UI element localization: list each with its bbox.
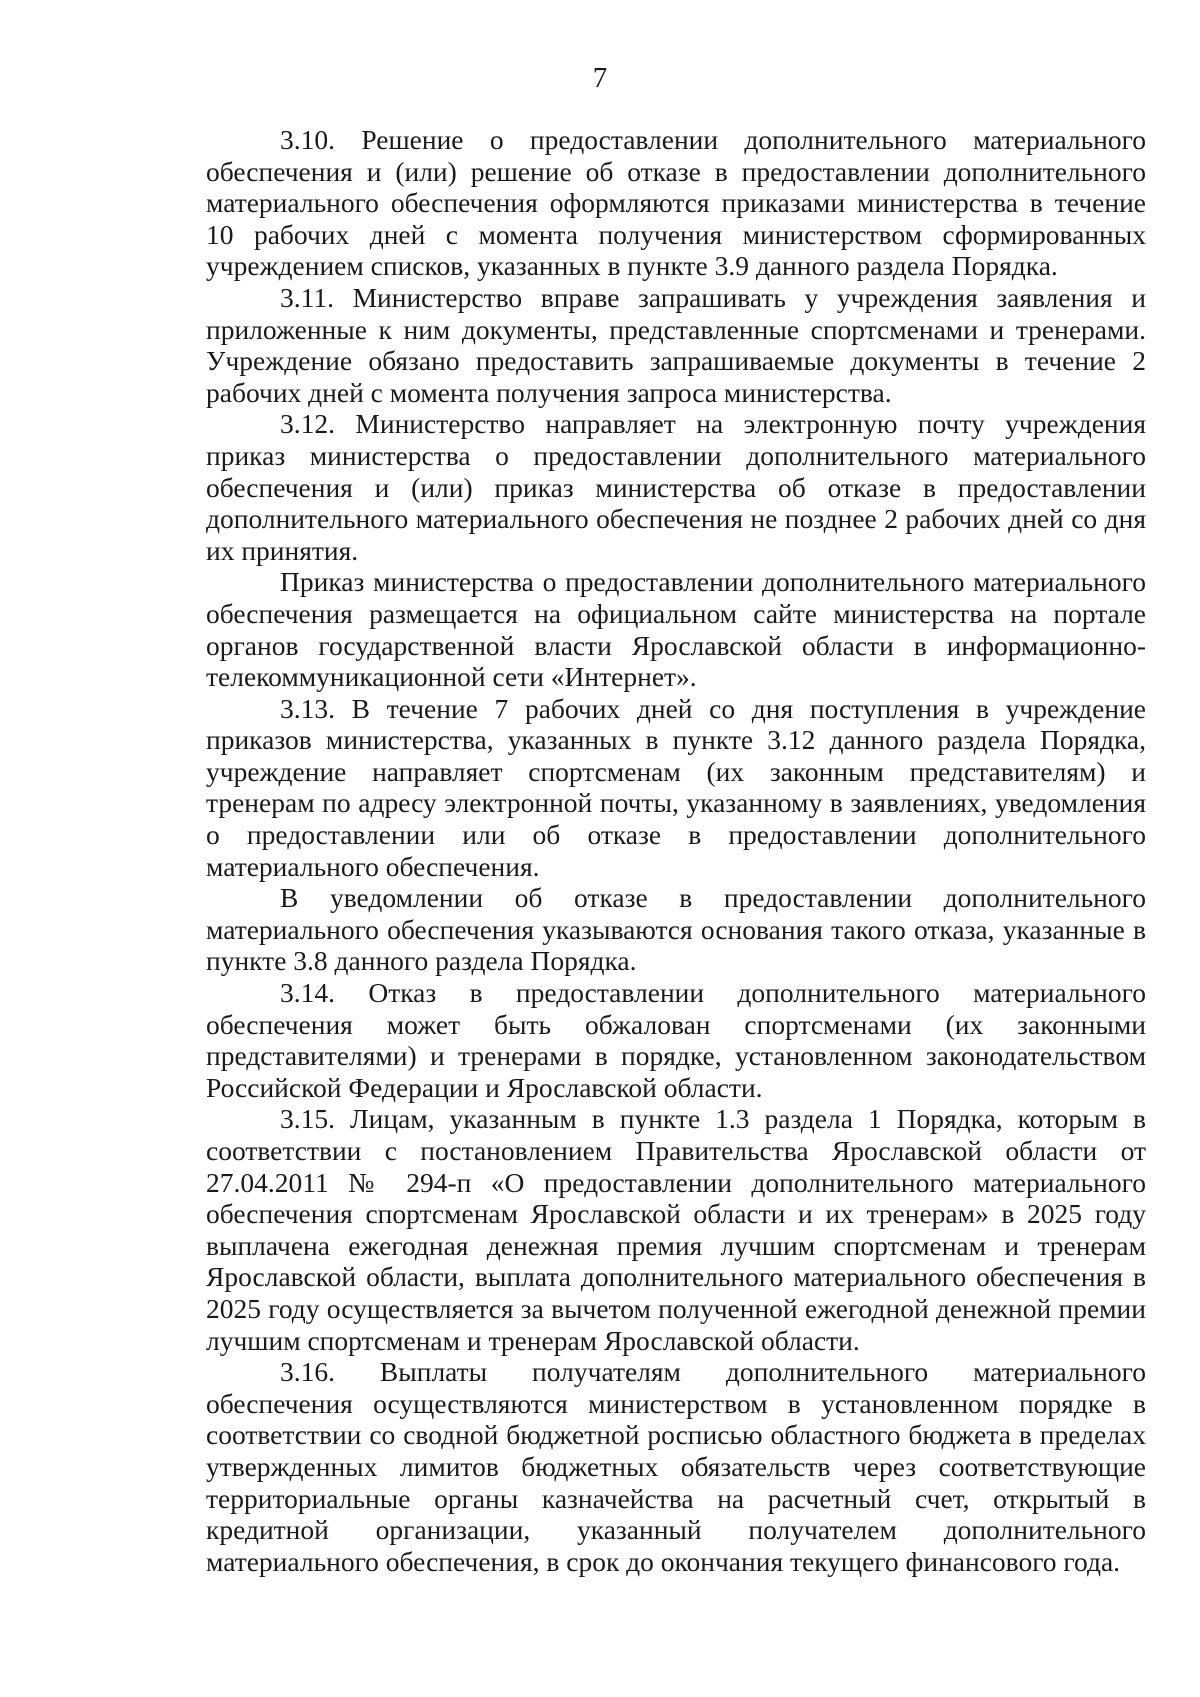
paragraph-3-15: 3.15. Лицам, указанным в пункте 1.3 раздела 1 Порядка, которым в соответствии с постановлением Правительства Ярославской области от 27.04.2011 № 294-п «О предоставлении дополнительного материального обеспечения спортсменам Ярославской области и их тренерам» в 2025 году выплачена ежегодная денежная премия лучшим спортсменам и тренерам Ярославской области, выплата дополнительного материального обеспечения в 2025 году осуществляется за вычетом полученной ежегодной денежной премии лучшим спортсменам и тренерам Ярославской области. [206, 1103, 1146, 1356]
document-body [206, 124, 1146, 1577]
paragraph-3-14: 3.14. Отказ в предоставлении дополнительного материального обеспечения может быть обжалован спортсменами (их законными представителями) и тренерами в порядке, установленном законодательством Российской Федерации и Ярославской области. [206, 977, 1146, 1103]
paragraph-3-16: 3.16. Выплаты получателям дополнительного материального обеспечения осуществляются министерством в установленном порядке в соответствии со сводной бюджетной росписью областного бюджета в пределах утвержденных лимитов бюджетных обязательств через соответствующие территориальные органы казначейства на расчетный счет, открытый в кредитной организации, указанный получателем дополнительного материального обеспечения, в срок до окончания текущего финансового года. [206, 1356, 1146, 1577]
paragraph-3-12: 3.12. Министерство направляет на электронную почту учреждения приказ министерства о предоставлении дополнительного материального обеспечения и (или) приказ министерства об отказе в предоставлении дополнительного материального обеспечения не позднее 2 рабочих дней со дня их принятия. [206, 408, 1146, 566]
paragraph-3-10: 3.10. Решение о предоставлении дополнительного материального обеспечения и (или) решение об отказе в предоставлении дополнительного материального обеспечения оформляются приказами министерства в течение 10 рабочих дней с момента получения министерством сформированных учреждением списков, указанных в пункте 3.9 данного раздела Порядка. [206, 124, 1146, 282]
page-number: 7 [592, 62, 608, 94]
paragraph-3-13: 3.13. В течение 7 рабочих дней со дня поступления в учреждение приказов министерства, указанных в пункте 3.12 данного раздела Порядка, учреждение направляет спортсменам (их законным представителям) и тренерам по адресу электронной почты, указанному в заявлениях, уведомления о предоставлении или об отказе в предоставлении дополнительного материального обеспечения. [206, 692, 1146, 882]
paragraph-3-11: 3.11. Министерство вправе запрашивать у учреждения заявления и приложенные к ним документы, представленные спортсменами и тренерами. Учреждение обязано предоставить запрашиваемые документы в течение 2 рабочих дней с момента получения запроса министерства. [206, 281, 1146, 408]
paragraph-refusal-notice: В уведомлении об отказе в предоставлении дополнительного материального обеспечения указываются основания такого отказа, указанные в пункте 3.8 данного раздела Порядка. [206, 882, 1146, 977]
paragraph-order-publication: Приказ министерства о предоставлении дополнительного материального обеспечения размещается на официальном сайте министерства на портале органов государственной власти Ярославской области в информационно-телекоммуникационной сети «Интернет». [206, 566, 1146, 693]
